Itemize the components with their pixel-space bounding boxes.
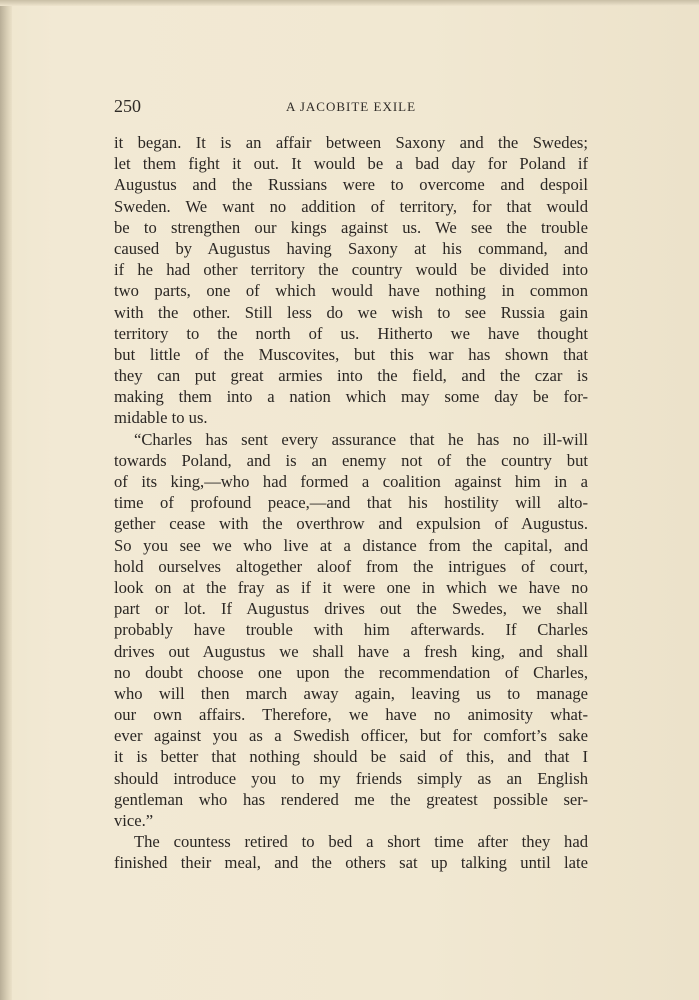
text-line: hold ourselves altogether aloof from the intrigues of court, bbox=[114, 556, 588, 576]
page-top-edge bbox=[0, 0, 699, 6]
running-head: A JACOBITE EXILE bbox=[285, 99, 417, 114]
text-line: our own affairs. Therefore, we have no animosity what- bbox=[114, 705, 588, 725]
text-line: ever against you as a Swedish officer, but for comfort’s sake bbox=[114, 726, 588, 746]
text-line: vice.” bbox=[114, 811, 154, 830]
text-line: they can put great armies into the field, and the czar is bbox=[114, 366, 588, 386]
text-line: The countess retired to bed a short time after they had bbox=[134, 832, 588, 852]
page-header bbox=[114, 96, 588, 120]
text-line: finished their meal, and the others sat up talking until late bbox=[114, 853, 588, 873]
text-line: “Charles has sent every assurance that he has no ill-will bbox=[134, 429, 588, 449]
text-line: making them into a nation which may some day be for- bbox=[114, 387, 588, 407]
text-line: but little of the Muscovites, but this war has shown that bbox=[114, 344, 588, 364]
text-line: gentleman who has rendered me the greatest possible ser- bbox=[114, 789, 588, 809]
text-line: with the other. Still less do we wish to see Russia gain bbox=[114, 302, 588, 322]
text-line: gether cease with the overthrow and expulsion of Augustus. bbox=[114, 514, 588, 534]
text-line: it is better that nothing should be said of this, and that I bbox=[114, 747, 588, 767]
text-line: should introduce you to my friends simply as an English bbox=[114, 768, 588, 788]
text-line: if he had other territory the country would be divided into bbox=[114, 260, 588, 280]
text-line: be to strengthen our kings against us. We see the trouble bbox=[114, 217, 588, 237]
text-line: caused by Augustus having Saxony at his command, and bbox=[114, 238, 588, 258]
text-line: drives out Augustus we shall have a fresh king, and shall bbox=[114, 641, 588, 661]
text-line: part or lot. If Augustus drives out the Swedes, we shall bbox=[114, 599, 588, 619]
body-text bbox=[114, 132, 588, 874]
text-line: So you see we who live at a distance from the capital, and bbox=[114, 535, 588, 555]
text-line: no doubt choose one upon the recommendation of Charles, bbox=[114, 662, 588, 682]
text-line: probably have trouble with him afterwards. If Charles bbox=[114, 620, 588, 640]
text-line: who will then march away again, leaving us to manage bbox=[114, 683, 588, 703]
text-line: it began. It is an affair between Saxony and the Swedes; bbox=[114, 133, 588, 152]
text-line: Augustus and the Russians were to overcome and despoil bbox=[114, 175, 588, 195]
page-number: 250 bbox=[114, 96, 141, 116]
text-line: look on at the fray as if it were one in which we have no bbox=[114, 577, 588, 597]
page-gutter-shadow bbox=[0, 0, 12, 1000]
text-line: midable to us. bbox=[114, 408, 208, 428]
text-line: territory to the north of us. Hitherto we have thought bbox=[114, 323, 588, 343]
text-line: two parts, one of which would have nothing in common bbox=[114, 281, 588, 301]
text-line: of its king,—who had formed a coalition against him in a bbox=[114, 472, 588, 491]
text-line: Sweden. We want no addition of territory, for that would bbox=[114, 196, 588, 216]
text-line: time of profound peace,—and that his hostility will alto- bbox=[114, 493, 588, 513]
text-line: let them fight it out. It would be a bad day for Poland if bbox=[114, 154, 588, 174]
text-line: towards Poland, and is an enemy not of the country but bbox=[114, 450, 588, 470]
